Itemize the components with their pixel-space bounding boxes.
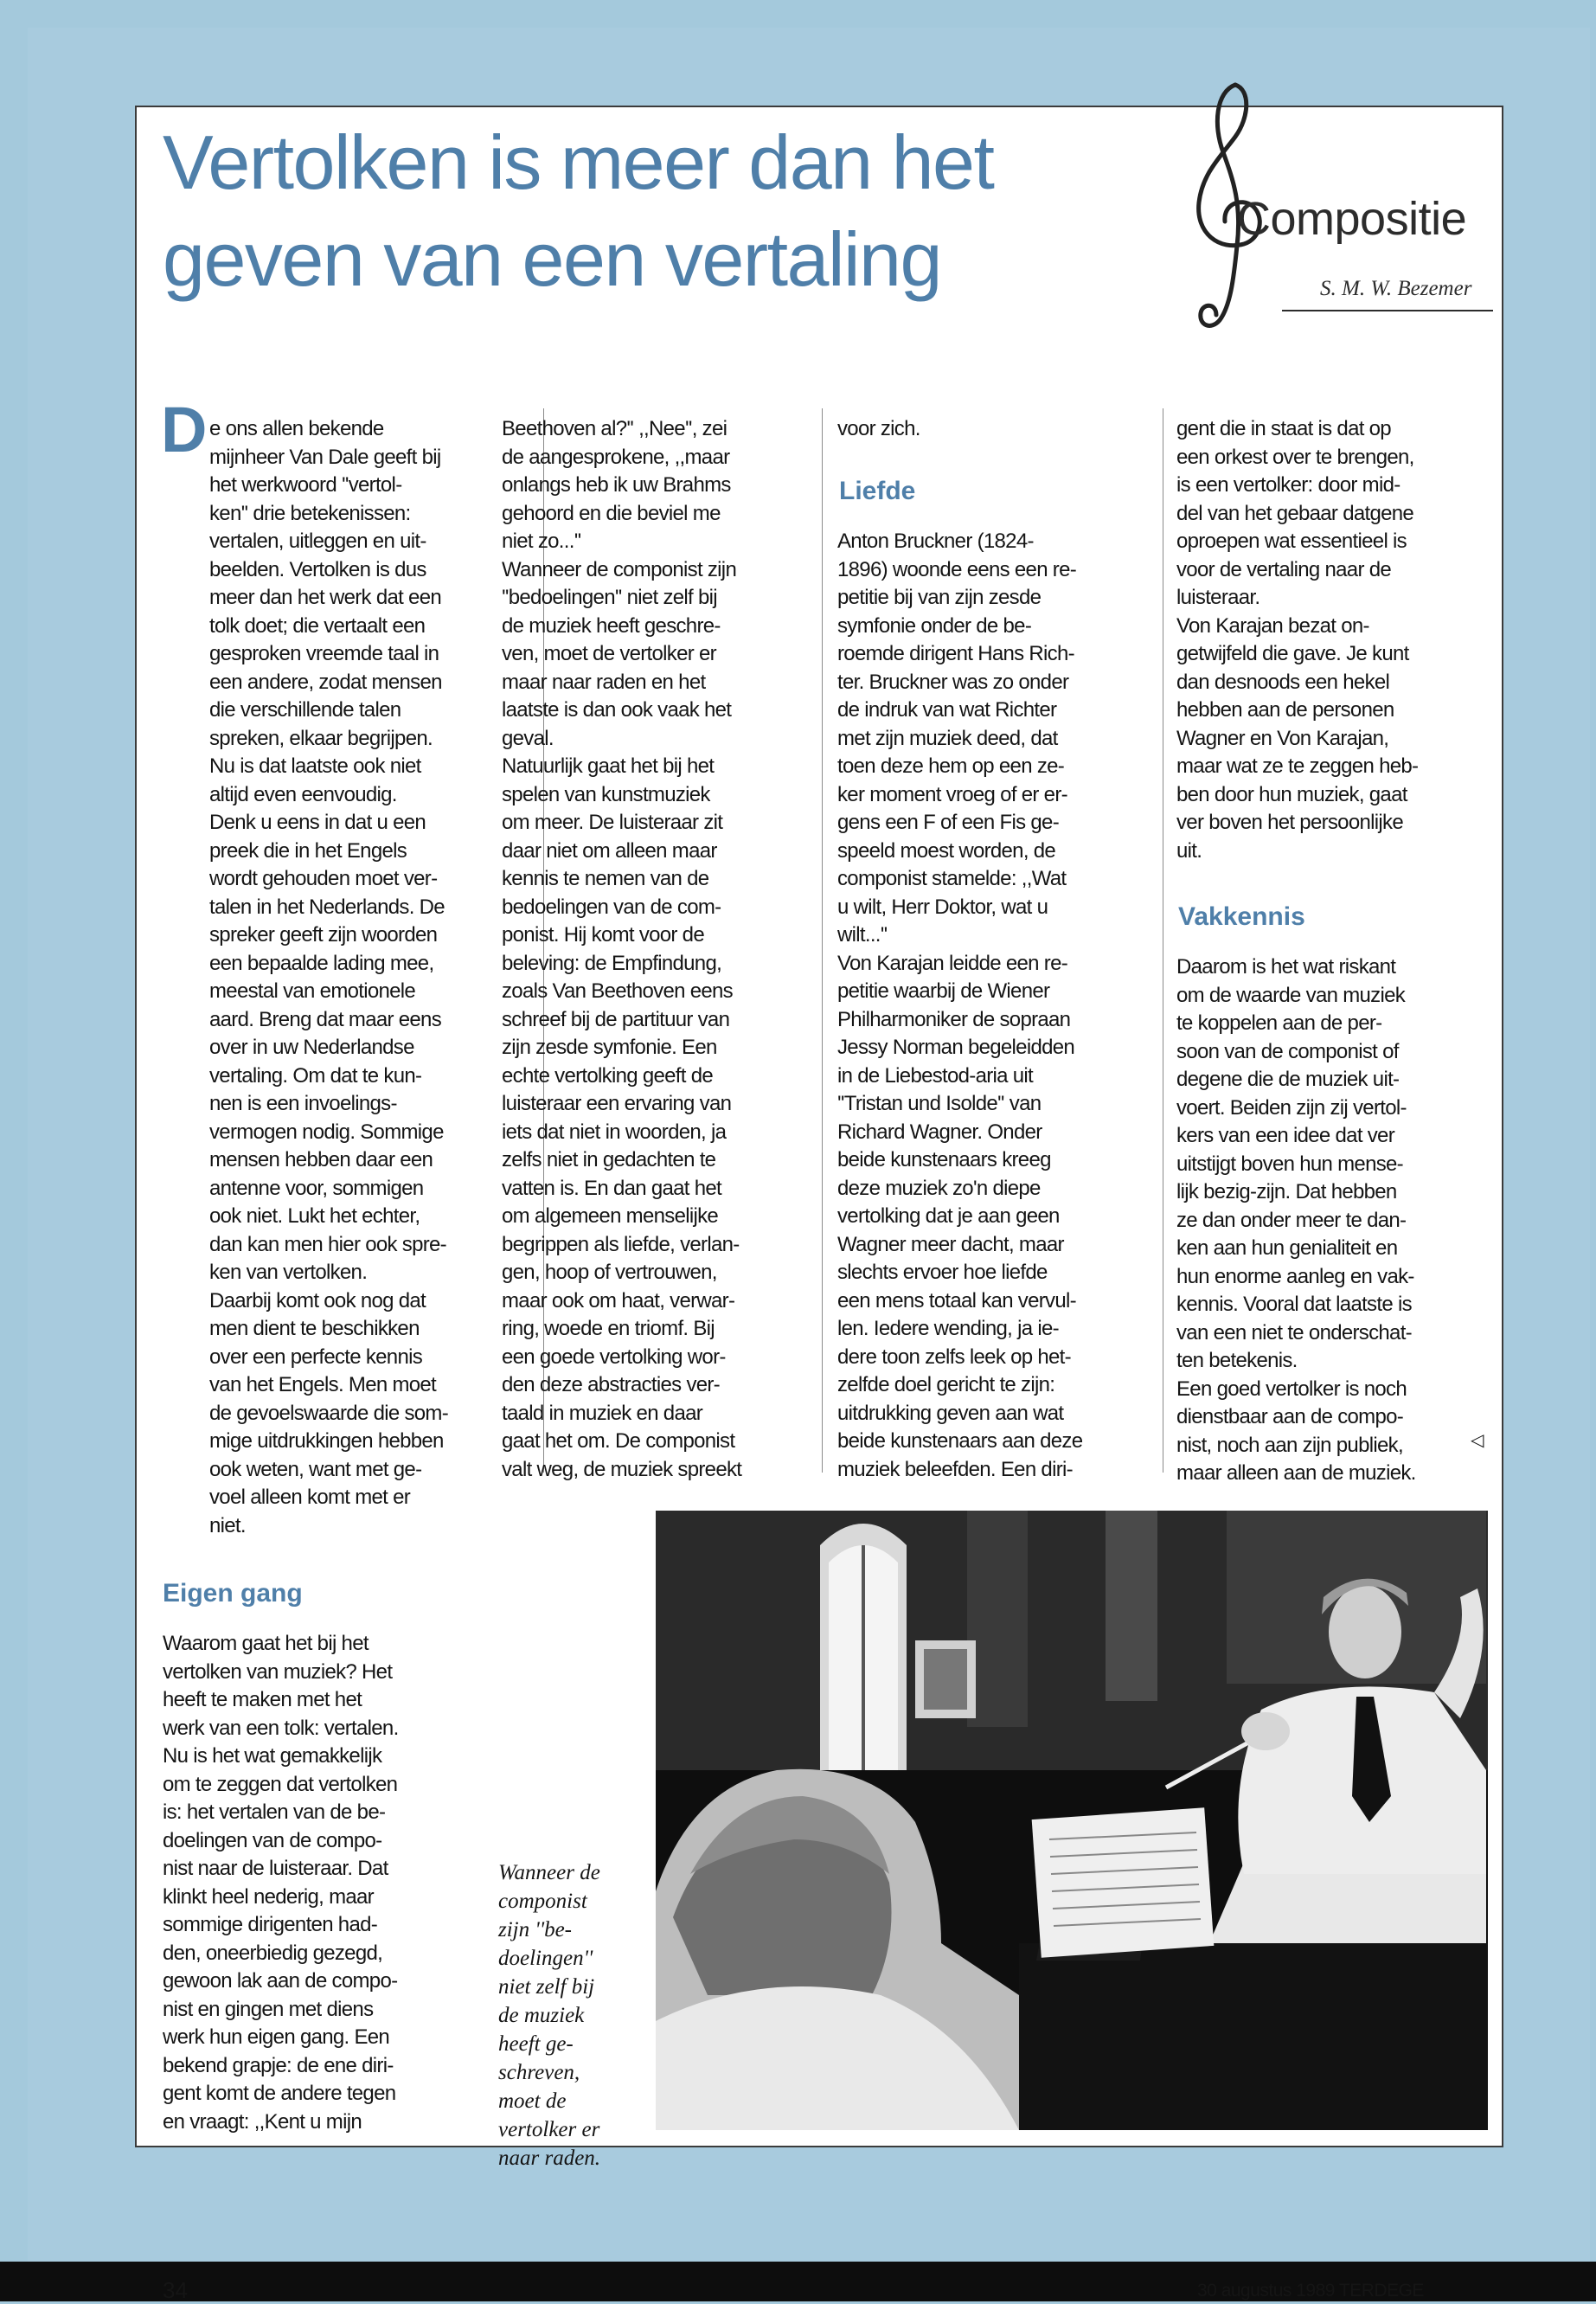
drop-cap: D [161,394,208,465]
column-rule-2 [822,408,823,1473]
heading-vakkennis: Vakkennis [1178,902,1305,931]
heading-liefde: Liefde [839,477,916,505]
page-number: 34 [163,2277,188,2303]
column-1-intro: e ons allen bekende mijnheer Van Dale geeft bij het werkwoord ''vertol- ken'' drie betekenissen: vertalen, uitleggen en uit- beelden. Vertolken is dus meer dan het werk dat een tolk doet; die vertaalt een gesproken vreemde taal in een andere, zodat mensen die verschillende talen spreken, elkaar begrijpen. Nu is dat laatste ook niet altijd even eenvoudig. Denk u eens in dat u een preek die in het Engels wordt gehouden moet ver- talen in het Nederlands. De spreker geeft zijn woorden een bepaalde lading mee, meestal van emotionele aard. Breng dat maar eens over in uw Nederlandse vertaling. Om dat te kun- nen is een invoelings- vermogen nodig. Sommige mensen hebben daar een antenne voor, sommigen ook niet. Lukt het echter, dan kan men hier ook spre- ken van vertolken. Daarbij komt ook nog dat men dient te beschikken over een perfecte kennis van het Engels. Men moet de gevoelswaarde die som- mige uitdrukkingen hebben ook weten, want met ge- voel alleen komt met er niet. [209,417,448,1537]
end-mark-icon: ◁ [1471,1429,1484,1450]
article-panel [135,106,1503,2303]
photo-conductor-rehearsal [656,1511,1488,2130]
column-3-lead: voor zich. [837,417,920,440]
byline-rule [1282,310,1493,311]
rubric-block [1182,107,1493,332]
column-2-text: Beethoven al?'' ,,Nee'', zei de aangesprokene, ,,maar onlangs heb ik uw Brahms gehoord en die beviel me niet zo...'' Wanneer de componist zijn ''bedoelingen'' niet zelf bij de muziek heeft geschre- ven, moet de vertolker er maar naar raden en het laatste is dan ook vaak het geval. Natuurlijk gaat het bij het spelen van kunstmuziek om meer. De luisteraar zit daar niet om alleen maar kennis te nemen van de bedoelingen van de com- ponist. Hij komt voor de beleving: de Empfindung, zoals Van Beethoven eens schreef bij de partituur van zijn zesde symfonie. Een echte vertolking geeft de luisteraar een ervaring van iets dat niet in woorden, ja zelfs niet in gedachten te vatten is. En dan gaat het om algemeen menselijke begrippen als liefde, verlan- gen, hoop of vertrouwen, maar ook om haat, verwar- ring, woede en triomf. Bij een goede vertolking wor- den deze abstracties ver- taald in muziek en daar gaat het om. De componist valt weg, de muziek spreekt [502,417,742,1481]
issue-line: 30 augustus 1989 TERDEGE [1197,2281,1424,2301]
column-4-text-b: Daarom is het wat riskant om de waarde van muziek te koppelen aan de per- soon van de componist of degene die de muziek uit- voert. Beiden zijn zij vertol- kers van een idee dat ver uitstijgt boven hun mense- lijk bezig-zijn. Dat hebben ze dan onder meer te dan- ken aan hun genialiteit en hun enorme aanleg en vak- kennis. Vooral dat laatste is van een niet te onderschat- ten betekenis. Een goed vertolker is noch dienstbaar aan de compo- nist, noch aan zijn publiek, maar alleen aan de muziek. [1176,955,1416,1485]
column-4-text: gent die in staat is dat op een orkest over te brengen, is een vertolker: door mid- del van het gebaar datgene oproepen wat essentieel is voor de vertaling naar de luisteraar. Von Karajan bezat on- getwijfeld die gave. Je kunt dan desnoods een hekel hebben aan de personen Wagner en Von Karajan, maar wat ze te zeggen heb- ben door hun muziek, gaat ver boven het persoonlijke uit. [1176,417,1419,863]
photo-caption: Wanneer de componist zijn ''be- doelingen'' niet zelf bij de muziek heeft ge- schreven, moet de vertolker er naar raden. [498,1861,601,2170]
author-byline: S. M. W. Bezemer [1320,277,1472,300]
column-1-text-b: Waarom gaat het bij het vertolken van muziek? Het heeft te maken met het werk van een tolk: vertalen. Nu is het wat gemakkelijk om te zeggen dat vertolken is: het vertalen van de be- doelingen van de compo- nist naar de luisteraar. Dat klinkt heel nederig, maar sommige dirigenten had- den, oneerbiedig gezegd, gewoon lak aan de compo- nist en gingen met diens werk hun eigen gang. Een bekend grapje: de ene diri- gent komt de andere tegen en vraagt: ,,Kent u mijn [163,1632,399,2134]
column-3-text: Anton Bruckner (1824- 1896) woonde eens een re- petitie bij van zijn zesde symfonie onder de be- roemde dirigent Hans Rich- ter. Bruckner was zo onder de indruk van wat Richter met zijn muziek deed, dat toen deze hem op een ze- ker moment vroeg of er er- gens een F of een Fis ge- speeld moest worden, de componist stamelde: ,,Wat u wilt, Herr Doktor, wat u wilt...'' Von Karajan leidde een re- petitie waarbij de Wiener Philharmoniker de sopraan Jessy Norman begeleidden in de Liebestod-aria uit ''Tristan und Isolde'' van Richard Wagner. Onder beide kunstenaars kreeg deze muziek zo'n diepe vertolking dat je aan geen Wagner meer dacht, maar slechts ervoer hoe liefde een mens totaal kan vervul- len. Iedere wending, ja ie- dere toon zelfs leek op het- zelfde doel gericht te zijn: uitdrukking geven aan wat beide kunstenaars aan deze muziek beleefden. Een diri- [837,529,1083,1481]
heading-eigen-gang: Eigen gang [163,1579,303,1608]
rubric-label: Compositie [1237,193,1467,245]
photo-illustration [656,1511,1488,2130]
article-title: Vertolken is meer dan het geven van een vertaling [163,119,994,302]
